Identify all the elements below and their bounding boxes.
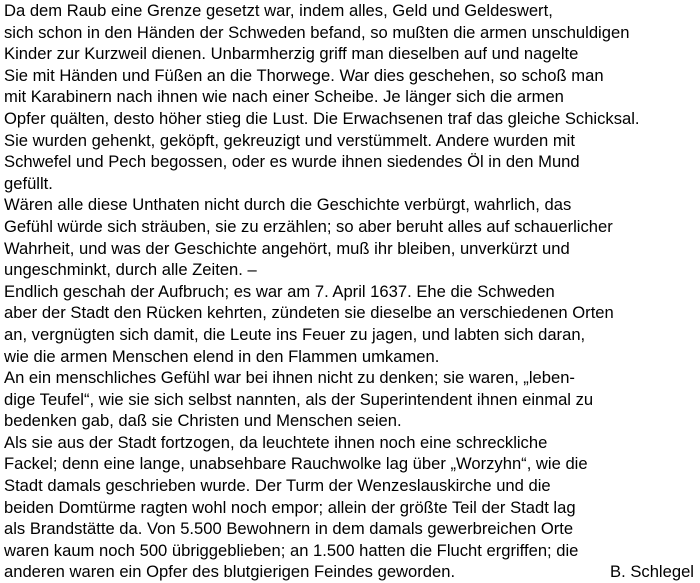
text-line: Sie mit Händen und Füßen an die Thorwege. War dies geschehen, so schoß man — [4, 65, 604, 85]
text-line: Endlich geschah der Aufbruch; es war am 7. April 1637. Ehe die Schweden — [4, 281, 555, 301]
text-line: Wären alle diese Unthaten nicht durch die Geschichte verbürgt, wahrlich, das — [4, 195, 572, 215]
text-line: Stadt damals geschrieben wurde. Der Turm der Wenzeslauskirche und die — [4, 476, 551, 496]
text-line: An ein menschliches Gefühl war bei ihnen nicht zu denken; sie waren, „leben- — [4, 368, 575, 388]
paragraph-2 — [4, 194, 698, 280]
paragraph-5 — [4, 432, 698, 583]
paragraph-4 — [4, 367, 698, 432]
text-line: bedenken gab, daß sie Christen und Menschen seien. — [4, 411, 402, 431]
text-line: wie die armen Menschen elend in den Flammen umkamen. — [4, 346, 440, 366]
text-line: gefüllt. — [4, 173, 53, 193]
text-line: aber der Stadt den Rücken kehrten, zündeten sie dieselbe an verschiedenen Orten — [4, 303, 614, 323]
author-signature: B. Schlegel — [610, 562, 694, 582]
text-line: Kinder zur Kurzweil dienen. Unbarmherzig griff man dieselben auf und nagelte — [4, 44, 579, 64]
text-line: sich schon in den Händen der Schweden befand, so mußten die armen unschuldigen — [4, 22, 630, 42]
text-line: beiden Domtürme ragten wohl noch empor; allein der größte Teil der Stadt lag — [4, 497, 576, 517]
text-line: an, vergnügten sich damit, die Leute ins Feuer zu jagen, und labten sich daran, — [4, 324, 586, 344]
text-line: Opfer quälten, desto höher stieg die Lust. Die Erwachsenen traf das gleiche Schicksal. — [4, 108, 640, 128]
text-line: Gefühl würde sich sträuben, sie zu erzählen; so aber beruht alles auf schauerlicher — [4, 216, 613, 236]
final-line-row — [4, 561, 698, 583]
document-body — [4, 0, 698, 583]
text-line: dige Teufel“, wie sie sich selbst nannten, als der Superintendent ihnen einmal zu — [4, 389, 594, 409]
paragraph-3 — [4, 281, 698, 367]
paragraph-1 — [4, 0, 698, 194]
text-line: Da dem Raub eine Grenze gesetzt war, indem alles, Geld und Geldeswert, — [4, 1, 553, 20]
text-line: mit Karabinern nach ihnen wie nach einer Scheibe. Je länger sich die armen — [4, 87, 564, 107]
text-line: Schwefel und Pech begossen, oder es wurde ihnen siedendes Öl in den Mund — [4, 152, 580, 172]
text-line: ungeschminkt, durch alle Zeiten. – — [4, 260, 257, 280]
text-line: Als sie aus der Stadt fortzogen, da leuchtete ihnen noch eine schreckliche — [4, 432, 548, 452]
text-line: Sie wurden gehenkt, geköpft, gekreuzigt und verstümmelt. Andere wurden mit — [4, 130, 575, 150]
text-line: anderen waren ein Opfer des blutgierigen Feindes geworden. — [4, 562, 456, 582]
text-line: als Brandstätte da. Von 5.500 Bewohnern in dem damals gewerbreichen Orte — [4, 519, 574, 539]
text-line: Fackel; denn eine lange, unabsehbare Rauchwolke lag über „Worzyhn“, wie die — [4, 454, 588, 474]
text-line: waren kaum noch 500 übriggeblieben; an 1.500 hatten die Flucht ergriffen; die — [4, 540, 579, 560]
text-line: Wahrheit, und was der Geschichte angehört, muß ihr bleiben, unverkürzt und — [4, 238, 570, 258]
